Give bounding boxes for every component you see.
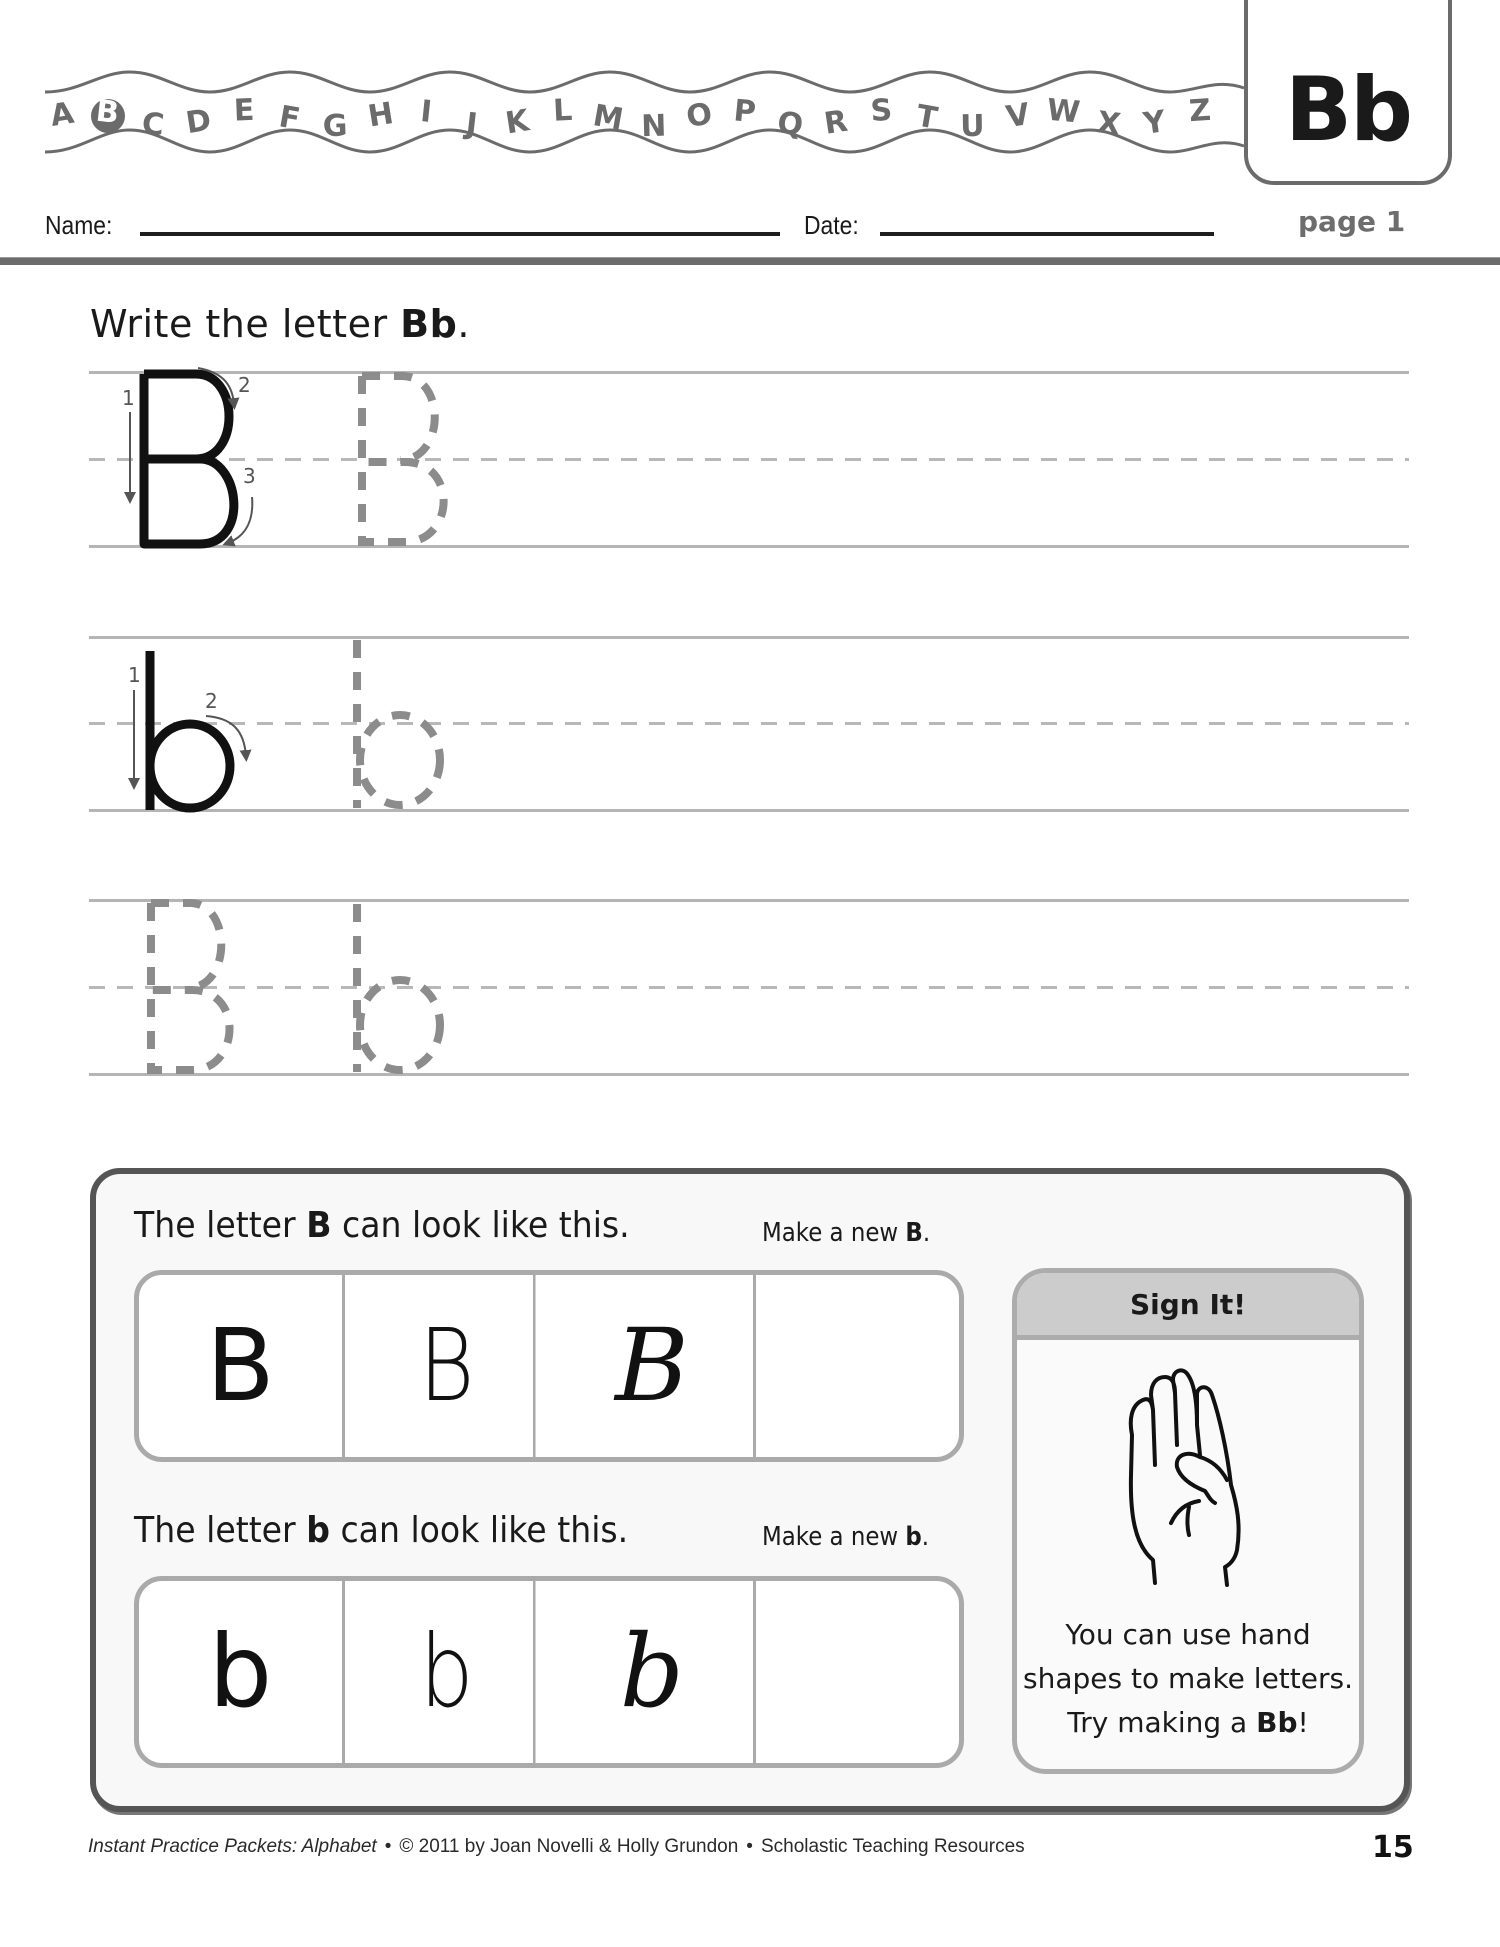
alphabet-letter-s: S [869, 92, 894, 130]
lowercase-sample-serif-italic: b [551, 1581, 757, 1763]
uppercase-sample-serif-italic: B [551, 1275, 757, 1457]
alphabet-letter-q: Q [775, 105, 806, 144]
name-field[interactable] [140, 232, 780, 236]
instruction-letters: Bb [400, 302, 458, 346]
tab-letters: Bb [1284, 58, 1412, 161]
bullet-separator: • [746, 1836, 753, 1857]
lowercase-forms-title: The letter b can look like this. [134, 1510, 629, 1551]
lowercase-forms-strip [134, 1576, 964, 1768]
alphabet-letter-z: Z [1188, 92, 1213, 130]
row1-base-line[interactable] [89, 545, 1409, 548]
row3-top-line [89, 899, 1409, 902]
header-divider [0, 257, 1500, 265]
copyright: © 2011 by Joan Novelli & Holly Grundon [399, 1836, 739, 1857]
row3-base-line[interactable] [89, 1073, 1409, 1076]
book-title: Instant Practice Packets: Alphabet [88, 1836, 377, 1857]
stroke-number-2: 2 [205, 689, 218, 713]
alphabet-letter-m: M [590, 98, 626, 138]
alphabet-letter-a: A [47, 95, 77, 134]
alphabet-letter-y: Y [1141, 104, 1168, 142]
uppercase-forms-title: The letter B can look like this. [134, 1205, 630, 1246]
letter-tab [1244, 0, 1452, 185]
row2-base-line[interactable] [89, 809, 1409, 812]
row1-top-line [89, 371, 1409, 374]
row3-mid-line [89, 986, 1409, 989]
publisher: Scholastic Teaching Resources [760, 1836, 1025, 1857]
alphabet-letter-u: U [959, 108, 985, 145]
alphabet-letter-t: T [913, 98, 940, 137]
name-label: Name: [45, 210, 113, 240]
alphabet-letter-l: L [552, 92, 574, 129]
sign-line-2: shapes to make letters. [1023, 1662, 1353, 1695]
stroke-number-1: 1 [122, 386, 135, 410]
row2-mid-line [89, 722, 1409, 725]
page-number: 15 [1372, 1830, 1414, 1865]
sign-line-1: You can use hand [1065, 1618, 1311, 1651]
asl-hand-b-icon [1017, 1343, 1364, 1623]
sign-it-description [1017, 1613, 1359, 1745]
row2-top-line [89, 636, 1409, 639]
sign-line-3: Try making a Bb! [1067, 1706, 1309, 1739]
alphabet-letter-g: G [322, 108, 349, 145]
alphabet-letter-n: N [640, 108, 667, 145]
make-new-uppercase-label: Make a new B. [762, 1218, 931, 1248]
alphabet-letter-i: I [418, 94, 434, 131]
page-label: page 1 [1298, 205, 1406, 238]
alphabet-letter-d: D [183, 102, 214, 142]
date-label: Date: [804, 210, 859, 240]
instruction-period: . [457, 302, 470, 346]
alphabet-letter-w: W [1045, 92, 1082, 131]
alphabet-letter-h: H [365, 95, 396, 135]
alphabet-letter-p: P [732, 93, 758, 131]
uppercase-draw-box[interactable] [756, 1275, 959, 1457]
alphabet-letter-c: C [140, 106, 166, 144]
alphabet-letter-e: E [233, 92, 256, 129]
alphabet-letter-o: O [683, 96, 715, 135]
alphabet-letter-x: X [1095, 105, 1123, 143]
lowercase-sample-sans: b [139, 1581, 345, 1763]
uppercase-sample-sans: B [139, 1275, 345, 1457]
alphabet-letter-v: V [1003, 96, 1033, 136]
instruction-text: Write the letter [90, 302, 401, 346]
bullet-separator: • [384, 1836, 392, 1857]
uppercase-forms-strip [134, 1270, 964, 1462]
alphabet-letter-b: B [94, 93, 121, 131]
lowercase-draw-box[interactable] [756, 1581, 959, 1763]
uppercase-sample-handwritten: B [360, 1275, 535, 1457]
stroke-number-3: 3 [243, 464, 256, 488]
lowercase-b-model [128, 651, 246, 810]
date-field[interactable] [880, 232, 1214, 236]
stroke-number-2: 2 [238, 373, 251, 397]
alphabet-letter-f: F [276, 99, 303, 138]
footer-credits [88, 1836, 1025, 1858]
uppercase-b-model [122, 368, 256, 544]
writing-instruction [90, 302, 470, 346]
sign-it-card [1012, 1268, 1364, 1774]
stroke-number-1: 1 [128, 663, 141, 687]
row1-mid-line [89, 458, 1409, 461]
alphabet-letter-j: J [464, 106, 480, 143]
lowercase-sample-handwritten: b [360, 1581, 535, 1763]
banner-wave-top [45, 72, 1244, 92]
alphabet-letter-r: R [821, 103, 850, 142]
sign-it-title: Sign It! [1017, 1273, 1359, 1340]
make-new-lowercase-label: Make a new b. [762, 1522, 930, 1552]
alphabet-letter-k: K [503, 103, 532, 142]
